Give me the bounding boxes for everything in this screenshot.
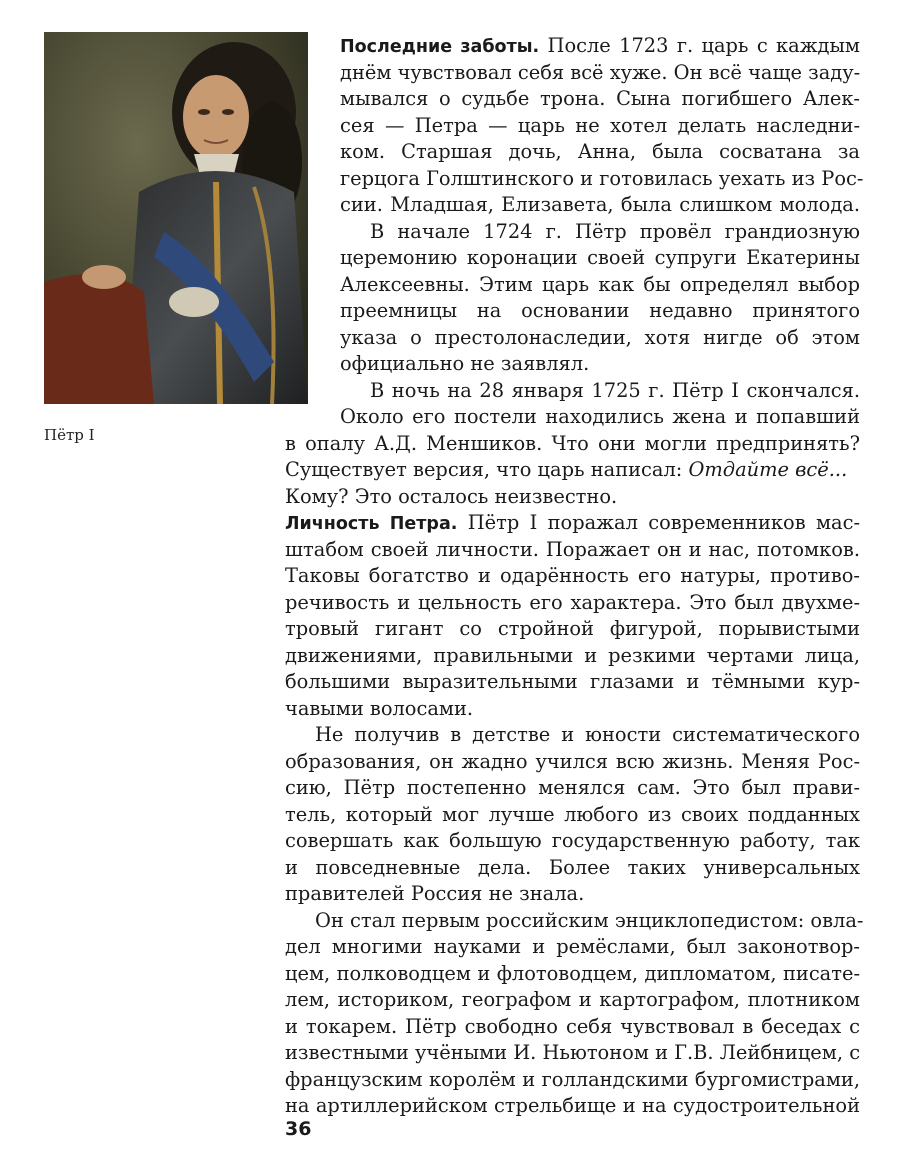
portrait-peter-i — [44, 32, 308, 404]
text-line: указа о престолонаследии, хотя нигде об этом — [340, 325, 860, 349]
text-line: Около его постели находились жена и попавший — [340, 405, 860, 428]
text-line: Он стал первым российским энциклопедистом: овла- — [315, 908, 864, 932]
text-line: движениями, правильными и резкими чертами лица, — [285, 643, 860, 667]
text-line: Таковы богатство и одарённость его натуры, противо- — [285, 564, 860, 587]
text-line: цем, полководцем и флотоводцем, дипломатом, писате- — [285, 961, 860, 985]
text-line: тровый гигант со стройной фигурой, порывистыми — [285, 617, 860, 640]
text-line: Последние заботы. После 1723 г. царь с каждым — [340, 34, 860, 57]
text-line: днём чувствовал себя всё хуже. Он всё чаще заду- — [340, 60, 861, 84]
text-line: Не получив в детстве и юности систематического — [315, 723, 860, 746]
text-line: официально не заявлял. — [340, 352, 590, 375]
portrait-illustration — [44, 32, 308, 404]
text-line: сии. Младшая, Елизавета, была слишком молода. — [340, 193, 860, 216]
text-line: лем, историком, географом и картографом, плотником — [285, 988, 860, 1011]
section-heading: Личность Петра. — [285, 514, 458, 534]
text-line: правителей Россия не знала. — [285, 882, 585, 905]
text-line: французским королём и голландскими бургомистрами, — [285, 1067, 860, 1091]
text-line: в опалу А.Д. Меншиков. Что они могли предпринять? — [285, 431, 860, 455]
text-line: речивость и цельность его характера. Это был двухме- — [285, 590, 860, 614]
text-line: ком. Старшая дочь, Анна, была сосватана за — [340, 140, 860, 163]
page-number: 36 — [285, 1118, 312, 1140]
text-line: сию, Пётр постепенно менялся сам. Это был прави- — [285, 776, 860, 799]
text-line: сея — Петра — царь не хотел делать наследни- — [340, 113, 860, 137]
text-line: Личность Петра. Пётр I поражал современников мас- — [285, 511, 860, 534]
text-line: церемонию коронации своей супруги Екатерины — [340, 246, 860, 269]
text-line: В ночь на 28 января 1725 г. Пётр I скончался. — [370, 378, 860, 402]
text-line: совершать как большую государственную работу, так — [285, 829, 860, 852]
text-line: дел многими науками и ремёслами, был законотвор- — [285, 935, 860, 958]
figure-caption: Пётр I — [44, 426, 95, 444]
text-line: известными учёными И. Ньютоном и Г.В. Лейбницем, с — [285, 1041, 861, 1064]
text-line: Существует версия, что царь написал: Отдайте всё... — [285, 458, 848, 481]
text-line: штабом своей личности. Поражает он и нас, потомков. — [285, 537, 860, 561]
text-line: преемницы на основании недавно принятого — [340, 299, 860, 322]
text-line: Кому? Это осталось неизвестно. — [285, 484, 618, 508]
text-line: и токарем. Пётр свободно себя чувствовал в беседах с — [285, 1014, 860, 1038]
text-line: В начале 1724 г. Пётр провёл грандиозную — [370, 219, 860, 243]
text-line: герцога Голштинского и готовилась уехать из Рос- — [340, 166, 864, 190]
text-line: мывался о судьбе трона. Сына погибшего Алек- — [340, 87, 860, 110]
text-line: и повседневные дела. Более таких универсальных — [285, 855, 860, 879]
text-line: на артиллерийском стрельбище и на судостроительной — [285, 1094, 860, 1117]
text-line: тель, который мог лучше любого из своих подданных — [285, 802, 860, 826]
text-line: чавыми волосами. — [285, 696, 474, 720]
text-line: большими выразительными глазами и тёмными кур- — [285, 670, 860, 693]
section-heading: Последние заботы. — [340, 37, 540, 57]
quote-text: Отдайте всё... — [688, 458, 848, 481]
text-line: Алексеевны. Этим царь как бы определял выбор — [340, 272, 860, 296]
text-line: образования, он жадно учился всю жизнь. Меняя Рос- — [285, 749, 860, 773]
